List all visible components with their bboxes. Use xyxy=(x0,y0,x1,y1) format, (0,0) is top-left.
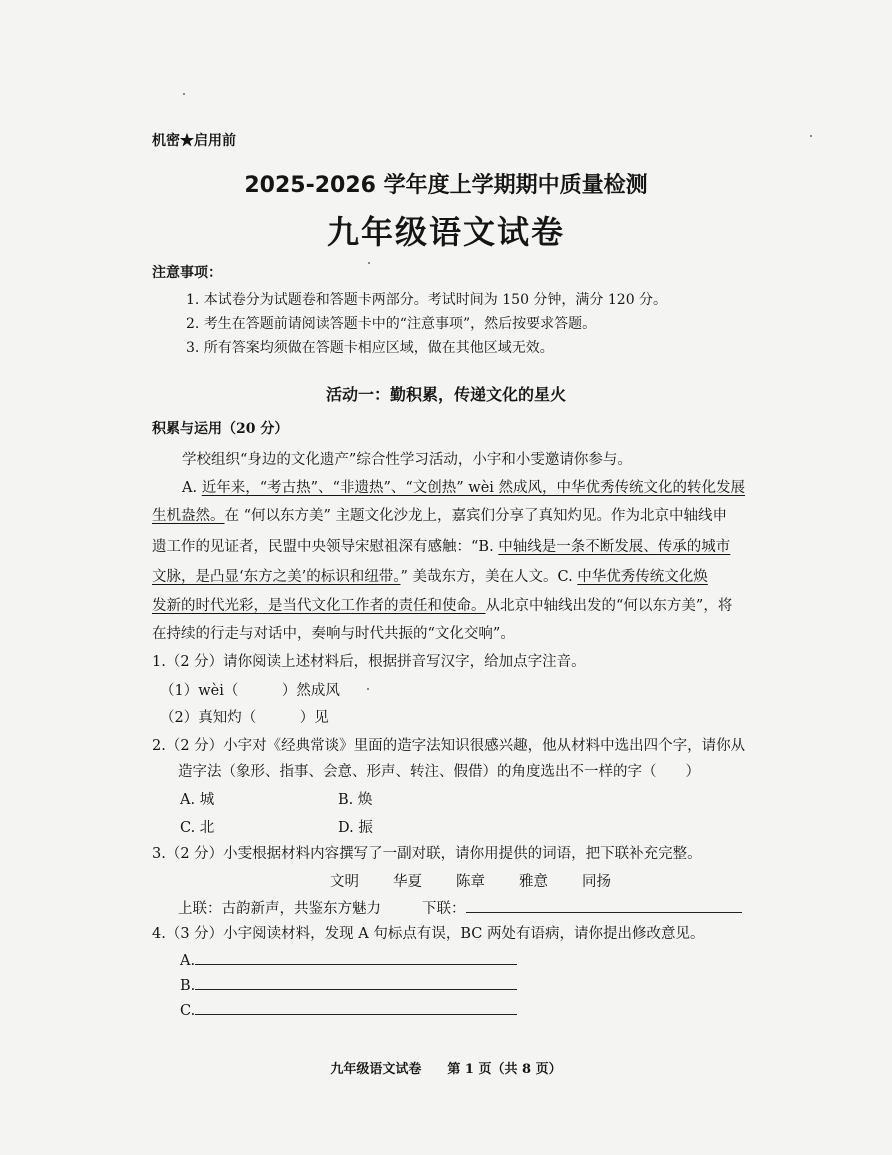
answer-blank[interactable] xyxy=(195,1000,517,1015)
question-3-stem: 3.（2 分）小雯根据材料内容撰写了一副对联，请你用提供的词语，把下联补充完整。 xyxy=(152,846,702,862)
couplet-word-bank xyxy=(330,870,645,891)
question-2-stem-cont: 造字法（象形、指事、会意、形声、转注、假借）的角度选出不一样的字（ ） xyxy=(178,764,700,780)
question-2-option-c: C. 北 xyxy=(180,820,215,836)
word-option: 同扬 xyxy=(582,874,611,890)
question-1-part-1: （1）wèi（ ）然成风 xyxy=(160,683,340,699)
question-2-option-d: D. 振 xyxy=(338,820,373,836)
question-1-part-2: （2）真知灼（ ）见 xyxy=(160,710,329,726)
passage-line xyxy=(152,565,708,586)
passage-line: 在持续的行走与对话中，奏响与时代共振的“文化交响”。 xyxy=(152,626,515,642)
sentence-a: 近年来，“考古热”、“非遗热”、“文创热” wèi 然成风，中华优秀传统文化的转化发展 xyxy=(201,480,746,496)
answer-label: C. xyxy=(180,1003,196,1019)
question-1-stem: 1.（2 分）请你阅读上述材料后，根据拼音写汉字，给加点字注音。 xyxy=(152,654,586,670)
sentence-a-end: 生机盎然。 xyxy=(152,508,225,524)
question-4-stem: 4.（3 分）小宇阅读材料，发现 A 句标点有误，BC 两处有语病，请你提出修改意见。 xyxy=(152,926,705,942)
sentence-b: 中轴线是一条不断发展、传承的城市 xyxy=(498,539,731,555)
scan-speck xyxy=(367,688,369,690)
sentence-b-end: 文脉，是凸显‘东方之美’的标识和纽带。 xyxy=(152,569,401,585)
couplet-lower-label: 下联： xyxy=(422,901,466,917)
answer-line-a xyxy=(180,950,517,969)
note-item: 2. 考生在答题前请阅读答题卡中的“注意事项”，然后按要求答题。 xyxy=(186,316,597,332)
word-option: 文明 xyxy=(330,874,359,890)
notes-heading: 注意事项： xyxy=(152,265,222,281)
page-footer: 九年级语文试卷 第 1 页（共 8 页） xyxy=(330,1062,562,1077)
word-option: 华夏 xyxy=(393,874,422,890)
note-item: 1. 本试卷分为试题卷和答题卡两部分。考试时间为 150 分钟，满分 120 分。 xyxy=(186,292,668,308)
sentence-c-end: 发新的时代光彩，是当代文化工作者的责任和使命。 xyxy=(152,598,486,614)
passage-text: ” 美哉东方，美在人文。C. xyxy=(400,569,578,585)
scan-speck xyxy=(183,93,185,95)
scan-speck xyxy=(810,135,812,137)
scan-speck xyxy=(368,262,370,264)
answer-line-c xyxy=(180,1000,517,1019)
couplet-lower-blank[interactable] xyxy=(466,898,742,913)
passage-text: 遗工作的见证者，民盟中央领导宋慰祖深有感触：“B. xyxy=(152,539,499,555)
sentence-c: 中华优秀传统文化焕 xyxy=(577,569,708,585)
section-title: 积累与运用（20 分） xyxy=(152,421,289,437)
confidential-mark: 机密★启用前 xyxy=(152,133,236,149)
answer-label: B. xyxy=(180,978,196,994)
question-2-stem: 2.（2 分）小宇对《经典常谈》里面的造字法知识很感兴趣，他从材料中选出四个字，请你从 xyxy=(152,738,746,754)
exam-title: 九年级语文试卷 xyxy=(326,213,565,251)
note-item: 3. 所有答案均须做在答题卡相应区域，做在其他区域无效。 xyxy=(186,340,554,356)
passage-line xyxy=(152,504,727,525)
answer-blank[interactable] xyxy=(195,950,517,965)
passage-text: 从北京中轴线出发的“何以东方美”，将 xyxy=(485,598,733,614)
couplet-upper: 上联：古韵新声，共鉴东方魅力 xyxy=(178,901,381,917)
word-option: 雅意 xyxy=(519,874,548,890)
question-2-option-a: A. 城 xyxy=(180,792,215,808)
question-2-option-b: B. 焕 xyxy=(338,792,373,808)
passage-line xyxy=(182,476,745,497)
answer-blank[interactable] xyxy=(195,975,517,990)
passage-text: 在 “何以东方美” 主题文化沙龙上，嘉宾们分享了真知灼见。作为北京中轴线申 xyxy=(224,508,728,524)
passage-line xyxy=(152,594,732,615)
activity-title: 活动一：勤积累，传递文化的星火 xyxy=(325,385,566,404)
sentence-a-label: A. xyxy=(182,480,202,496)
passage-line xyxy=(152,535,730,556)
couplet-lower xyxy=(422,897,742,918)
answer-label: A. xyxy=(180,953,196,969)
answer-line-b xyxy=(180,975,517,994)
exam-subtitle: 2025-2026 学年度上学期期中质量检测 xyxy=(244,173,648,198)
passage-intro: 学校组织“身边的文化遗产”综合性学习活动，小宇和小雯邀请你参与。 xyxy=(182,452,632,468)
word-option: 陈章 xyxy=(456,874,485,890)
